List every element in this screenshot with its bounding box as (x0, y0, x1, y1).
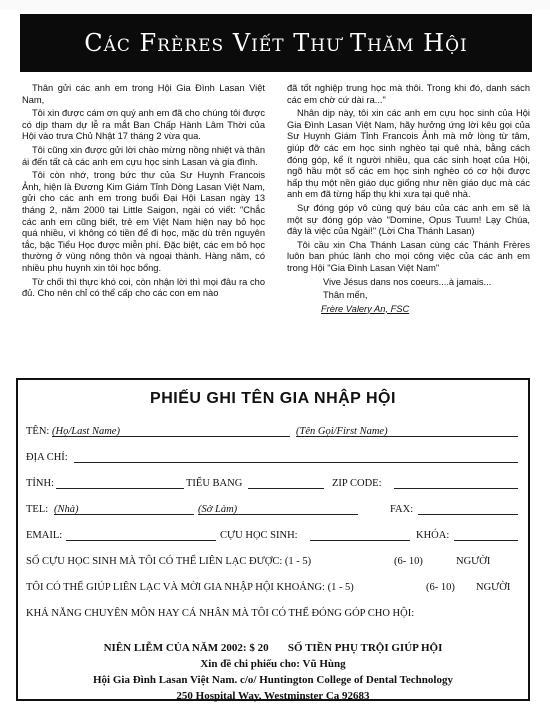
letter-body (22, 83, 530, 378)
work-phone-placeholder: (Sở Làm) (198, 504, 238, 515)
paragraph: Tôi cầu xin Cha Thánh Lasan cùng các Thánh Frères luôn ban phúc lành cho mọi công việc của các anh em trong Hội "Gia Đình Lasan Việt Nam" (287, 239, 530, 273)
class-year-field[interactable] (454, 540, 518, 541)
address-label: ĐỊA CHỈ: (26, 452, 68, 463)
phone-row (26, 502, 522, 518)
name-label: TÊN: (26, 426, 50, 437)
first-name-placeholder: (Tên Gọi/First Name) (296, 426, 388, 437)
email-field[interactable] (66, 540, 216, 541)
paragraph: Nhân dịp này, tôi xin các anh em cựu học sinh của Hội Gia Đình Lasan Việt Nam, hãy hưởng ứng lời kêu gọi của Sư Huynh Giám Tỉnh Francois Ảnh mà mở lòng từ tâm, giúp đỡ các em học sinh nghèo tại quê nhà, bằng cách đóng góp, kể ít người nhiều, qua các sinh hoạt của Hội, ngõ hầu một số các em học sinh nghèo có cơ hội được hấp thụ một nền giáo dục giống như nền giáo dục mà các anh em đã từng hấp thụ khi xưa tại quê nhà. (287, 108, 530, 200)
contact-count-unit: NGƯỜI (456, 556, 491, 567)
zip-field[interactable] (394, 488, 518, 489)
extra-donation: SỐ TIỀN PHỤ TRỘI GIÚP HỘI (287, 642, 443, 654)
closing-greeting: Thân mến, (323, 290, 368, 301)
paragraph: Tôi cũng xin được gửi lời chào mừng nồng nhiệt và thân ái đến tất cả các anh em cựu học sinh Lasan và gia đình. (22, 144, 265, 167)
name-row (26, 424, 522, 440)
work-phone-field[interactable] (198, 514, 358, 515)
email-row (26, 528, 522, 544)
paragraph: đã tốt nghiệp trung học mà thôi. Trong khi đó, danh sách các em chờ cứ dài ra..." (287, 83, 530, 105)
form-title: PHIẾU GHI TÊN GIA NHẬP HỘI (150, 390, 396, 407)
home-phone-field[interactable] (54, 514, 194, 515)
paragraph: Từ chối thì thực khó coi, còn nhận lời thì mọi đâu ra cho đủ. Cho nên chỉ có thể cấp cho các con em nào (22, 276, 265, 299)
contact-count-row (26, 554, 522, 570)
signature: Frère Valery An, FSC (321, 303, 410, 314)
email-label: EMAIL: (26, 530, 63, 541)
tel-label: TEL: (26, 504, 49, 515)
closing-line: Vive Jésus dans nos coeurs....à jamais... (323, 276, 492, 287)
alumni-label: CỰU HỌC SINH: (220, 530, 298, 541)
class-year-label: KHÓA: (416, 530, 450, 541)
skills-row (26, 606, 522, 622)
paragraph: Tôi xin được cám ơn quý anh em đã cho chúng tôi được có dịp tham dự lễ ra mắt Ban Chấp Hành Lâm Thời của Hội vào trưa Chủ Nhật 17 tháng 2 vừa qua. (22, 108, 265, 142)
invite-count-row (26, 580, 522, 596)
annual-fee: NIÊN LIỄM CỦA NĂM 2002: $ 20 (103, 642, 269, 654)
fax-label: FAX: (390, 504, 414, 515)
page-title: Các Frères Viết Thư Thăm Hội (84, 29, 468, 57)
right-column (287, 83, 530, 378)
top-margin (0, 0, 550, 10)
contact-count-question: SỐ CỰU HỌC SINH MÀ TÔI CÓ THỂ LIÊN LẠC ĐƯỢC: (1 - 5) (26, 556, 312, 567)
invite-count-question: TÔI CÓ THỂ GIÚP LIÊN LẠC VÀ MỜI GIA NHẬP HỘI KHOẢNG: (1 - 5) (26, 582, 354, 593)
first-name-field[interactable] (296, 436, 518, 437)
last-name-placeholder: (Họ/Last Name) (52, 426, 120, 437)
address-row (26, 450, 522, 466)
fax-field[interactable] (418, 514, 518, 515)
paragraph: Tôi còn nhớ, trong bức thư của Sư Huynh Francois Ảnh, hiện là Đương Kim Giám Tỉnh Dòng Lasan Việt Nam, gửi cho các anh em trong buổi Đại Hội Lasan ngày 13 tháng 2, năm 2000 tại Little Saigon, ngài có viết: "Chắc các anh em cũng biết, trẻ em Việt Nam hiện nay bỏ học quá nhiều, vì không có tiền để đi học, mặc dù trên nguyên tắc, bậc Tiểu Học được miễn phí. Đặc biệt, các em bỏ học thường ở vùng nông thôn và ngoại thành. Hàng năm, có nhiều phụ huynh xin tôi học bổng. (22, 170, 265, 273)
organization-line: Hội Gia Đình Lasan Việt Nam. c/o/ Huntington College of Dental Technology (93, 674, 453, 686)
address-field[interactable] (74, 462, 518, 463)
city-field[interactable] (56, 488, 184, 489)
paragraph: Sự đóng góp vô cùng quý báu của các anh em sẽ là một sự đóng góp vào "Domine, Opus Tuum! Lạy Chúa, đây là việc của Ngài!" (Lời Cha Thánh Lasan) (287, 202, 530, 237)
paragraph: Thân gửi các anh em trong Hội Gia Đình Lasan Việt Nam, (22, 83, 265, 105)
skills-question: KHẢ NĂNG CHUYÊN MÔN HAY CÁ NHÂN MÀ TÔI CÓ THỂ ĐÓNG GÓP CHO HỘI: (26, 608, 415, 619)
state-field[interactable] (248, 488, 324, 489)
left-column (22, 83, 265, 378)
state-label: TIỂU BANG (186, 478, 243, 489)
last-name-field[interactable] (52, 436, 290, 437)
city-row (26, 476, 522, 492)
invite-count-option[interactable]: (6- 10) (426, 582, 455, 593)
title-banner (20, 14, 532, 72)
payee-line: Xin đề chi phiếu cho: Vũ Hùng (200, 658, 346, 670)
contact-count-option[interactable]: (6- 10) (394, 556, 423, 567)
home-phone-placeholder: (Nhà) (54, 504, 79, 515)
invite-count-unit: NGƯỜI (476, 582, 511, 593)
membership-form (16, 378, 530, 701)
mailing-address: 250 Hospital Way, Westminster Ca 92683 (176, 690, 370, 702)
alumni-field[interactable] (310, 540, 410, 541)
zip-label: ZIP CODE: (332, 478, 382, 489)
fee-line (18, 642, 528, 654)
city-label: TỈNH: (26, 478, 54, 489)
